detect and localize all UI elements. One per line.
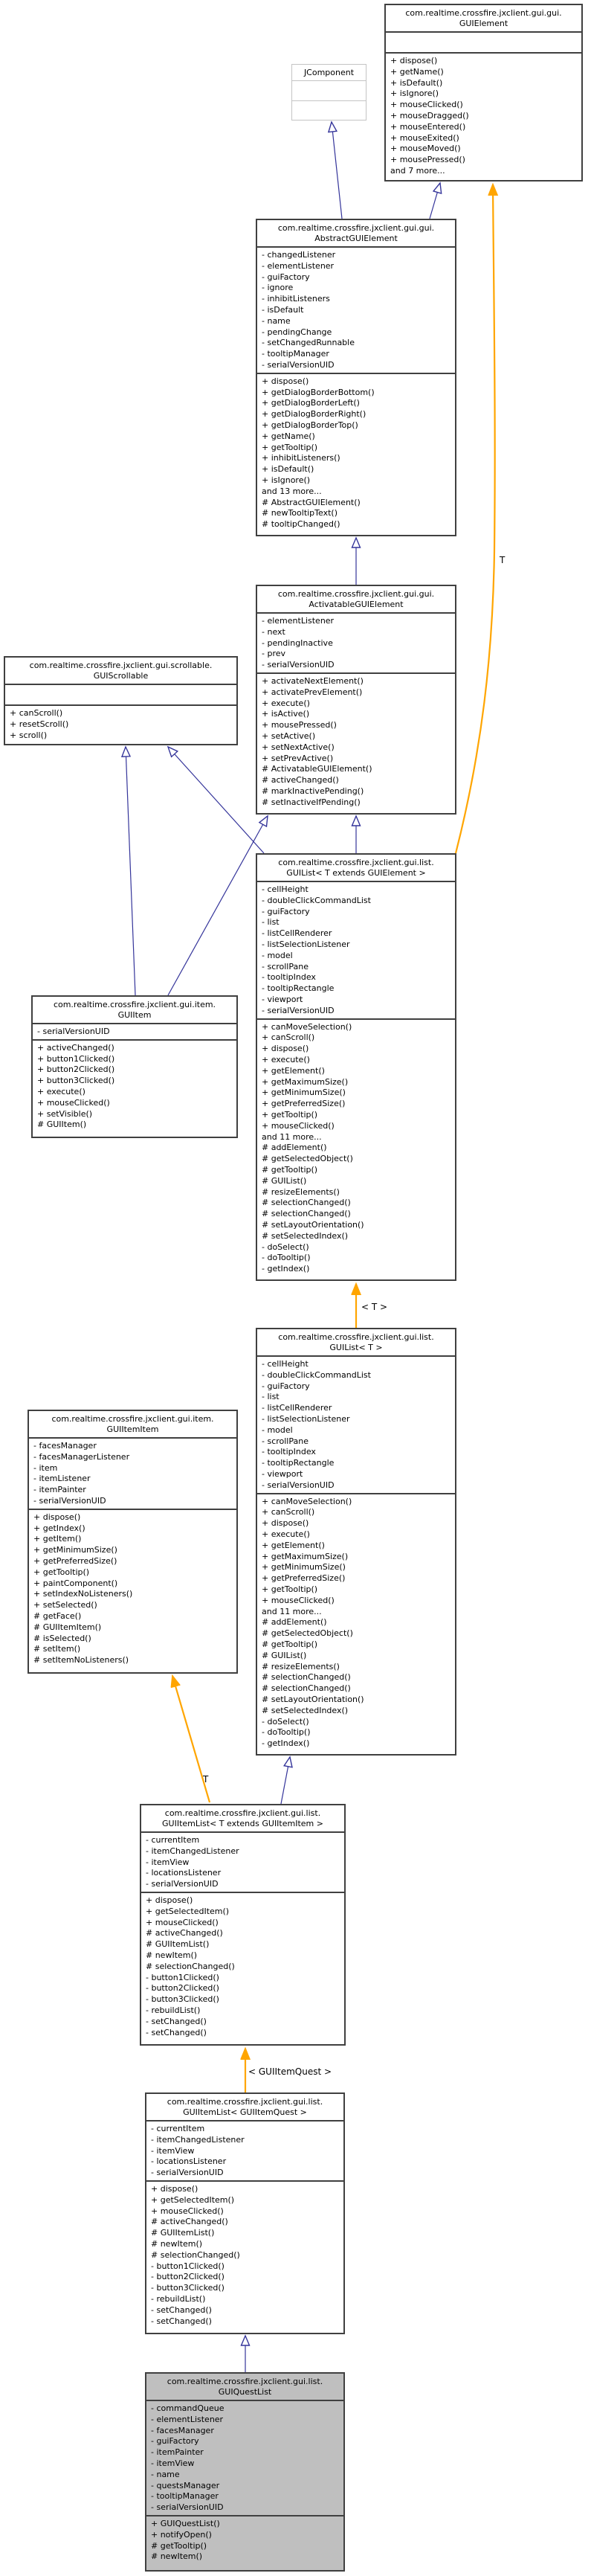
guilist-t-instance-label: < T > bbox=[361, 1302, 388, 1312]
attribute-row: - doubleClickCommandList bbox=[262, 895, 371, 905]
class-box-guiscrollable[interactable] bbox=[4, 656, 238, 745]
attribute-row: - isDefault bbox=[262, 304, 304, 315]
method-row: - getIndex() bbox=[262, 1264, 310, 1274]
method-row: + getDialogBorderBottom() bbox=[262, 387, 375, 397]
method-row: # markInactivePending() bbox=[262, 786, 364, 796]
method-row: + getElement() bbox=[262, 1065, 325, 1076]
method-row: - button1Clicked() bbox=[146, 1972, 219, 1982]
methods-compartment bbox=[386, 52, 581, 180]
class-title-line: com.realtime.crossfire.jxclient.gui.scrollable. bbox=[29, 661, 213, 670]
attribute-row: - itemListener bbox=[33, 1474, 91, 1484]
class-title-line: ActivatableGUIElement bbox=[309, 600, 404, 609]
class-box-guilist-t-extends-guielement[interactable] bbox=[256, 853, 456, 1281]
attribute-row: - itemPainter bbox=[33, 1485, 86, 1495]
attribute-row: - doubleClickCommandList bbox=[262, 1369, 371, 1380]
class-title-guiscrollable bbox=[5, 658, 236, 684]
guiitemlist-quest-instance-label: < GUIItemQuest > bbox=[248, 2066, 332, 2077]
class-title-line: com.realtime.crossfire.jxclient.gui.list. bbox=[164, 1808, 321, 1818]
method-row: + getName() bbox=[262, 431, 315, 441]
attribute-row: - currentItem bbox=[146, 1835, 200, 1845]
attributes-compartment bbox=[386, 31, 581, 52]
method-row: + dispose() bbox=[390, 56, 438, 65]
method-row: + isDefault() bbox=[390, 77, 443, 88]
attribute-row: - cellHeight bbox=[262, 1359, 309, 1369]
attribute-row: - item bbox=[33, 1462, 58, 1473]
method-row: + getSelectedItem() bbox=[146, 1906, 230, 1916]
attribute-row: - guiFactory bbox=[262, 272, 310, 282]
attribute-row: - tooltipIndex bbox=[262, 972, 316, 983]
method-row: + resetScroll() bbox=[10, 719, 69, 729]
class-title-line: GUIItemList< GUIItemQuest > bbox=[183, 2107, 307, 2117]
method-row: + getTooltip() bbox=[33, 1567, 90, 1577]
method-row: # setInactiveIfPending() bbox=[262, 797, 361, 807]
method-row: + getMaximumSize() bbox=[262, 1076, 349, 1087]
class-title-line: GUIItemItem bbox=[106, 1424, 159, 1434]
method-row: - button2Clicked() bbox=[146, 1983, 219, 1994]
method-row: # selectionChanged() bbox=[262, 1672, 351, 1683]
attribute-row: - changedListener bbox=[262, 250, 336, 260]
method-row: + mouseClicked() bbox=[37, 1097, 110, 1108]
method-row: + isDefault() bbox=[262, 464, 314, 475]
method-row: + getSelectedItem() bbox=[151, 2194, 235, 2205]
method-row: + getTooltip() bbox=[262, 442, 318, 452]
method-row: + execute() bbox=[37, 1086, 85, 1096]
guilist-template-to-guielement-label: T bbox=[500, 555, 506, 565]
method-row: + getMaximumSize() bbox=[262, 1551, 349, 1561]
attribute-row: - setChangedRunnable bbox=[262, 338, 355, 348]
method-row: + paintComponent() bbox=[33, 1578, 118, 1588]
class-title-guilist-t bbox=[257, 1329, 455, 1355]
attribute-row: - serialVersionUID bbox=[151, 2168, 224, 2178]
method-row: + mouseClicked() bbox=[146, 1917, 219, 1927]
class-title-activatableguielement bbox=[257, 586, 455, 612]
method-row: + canScroll() bbox=[262, 1032, 315, 1043]
class-title-line: GUIElement bbox=[459, 19, 508, 28]
method-row: + getTooltip() bbox=[262, 1109, 318, 1120]
attribute-row: - itemChangedListener bbox=[146, 1846, 239, 1856]
class-title-guiquestlist bbox=[146, 2374, 343, 2400]
method-row: # setSelectedIndex() bbox=[262, 1705, 349, 1715]
attribute-row: - tooltipRectangle bbox=[262, 1458, 335, 1468]
method-row: + button3Clicked() bbox=[37, 1076, 115, 1086]
method-row: + setSelected() bbox=[33, 1600, 97, 1610]
attribute-row: - locationsListener bbox=[151, 2156, 227, 2167]
method-row: # setSelectedIndex() bbox=[262, 1230, 349, 1241]
method-row: # tooltipChanged() bbox=[262, 519, 340, 530]
guiitem-to-activatable-edge bbox=[168, 816, 268, 995]
method-row: # getTooltip() bbox=[262, 1639, 318, 1649]
methods-compartment bbox=[146, 2515, 343, 2570]
method-row: + mouseDragged() bbox=[390, 110, 469, 121]
class-title-guiitemitem bbox=[29, 1411, 236, 1437]
class-box-guielement[interactable] bbox=[384, 4, 583, 182]
attribute-row: - itemPainter bbox=[151, 2447, 204, 2458]
attribute-row: - listCellRenderer bbox=[262, 928, 332, 939]
method-row: # GUIItemList() bbox=[146, 1939, 210, 1950]
class-title-line: GUIList< T extends GUIElement > bbox=[286, 868, 426, 878]
method-row: # getSelectedObject() bbox=[262, 1154, 353, 1164]
attribute-row: - serialVersionUID bbox=[33, 1495, 106, 1506]
attribute-row: - locationsListener bbox=[146, 1868, 222, 1878]
attribute-row: - guiFactory bbox=[262, 1381, 310, 1391]
method-row: + dispose() bbox=[262, 1518, 309, 1529]
class-title-line: com.realtime.crossfire.jxclient.gui.gui. bbox=[405, 8, 562, 18]
method-row: + setPrevActive() bbox=[262, 753, 334, 763]
methods-compartment bbox=[257, 1493, 455, 1754]
method-row: # addElement() bbox=[262, 1617, 327, 1628]
method-row: - setChanged() bbox=[151, 2316, 212, 2326]
class-title-guiitemlist-t-extends-guiitemitem bbox=[141, 1805, 344, 1831]
attribute-row: - facesManager bbox=[33, 1441, 97, 1451]
method-row: and 13 more... bbox=[262, 486, 322, 496]
method-row: # setItemNoListeners() bbox=[33, 1655, 129, 1666]
methods-compartment bbox=[33, 1039, 236, 1137]
method-row: + dispose() bbox=[262, 376, 309, 386]
method-row: # AbstractGUIElement() bbox=[262, 497, 361, 507]
method-row: + getName() bbox=[390, 66, 444, 77]
attribute-row: - name bbox=[262, 315, 291, 326]
class-box-guiitemlist-t-extends-guiitemitem[interactable] bbox=[140, 1804, 346, 2046]
method-row: + execute() bbox=[262, 698, 310, 708]
attributes-compartment bbox=[141, 1831, 344, 1892]
attribute-row: - list bbox=[262, 917, 280, 928]
method-row: + getElement() bbox=[262, 1540, 325, 1550]
method-row: + getPreferredSize() bbox=[33, 1555, 117, 1566]
method-row: - button3Clicked() bbox=[151, 2283, 225, 2293]
method-row: - doSelect() bbox=[262, 1242, 309, 1252]
method-row: + activateNextElement() bbox=[262, 675, 364, 686]
method-row: - setChanged() bbox=[151, 2304, 212, 2315]
attribute-row: - tooltipRectangle bbox=[262, 983, 335, 994]
method-row: + setVisible() bbox=[37, 1108, 93, 1119]
method-row: + getPreferredSize() bbox=[262, 1099, 346, 1109]
method-row: - rebuildList() bbox=[151, 2293, 206, 2304]
method-row: - setChanged() bbox=[146, 2016, 207, 2026]
method-row: # selectionChanged() bbox=[262, 1198, 351, 1208]
class-box-jcomponent[interactable] bbox=[291, 64, 366, 121]
attribute-row: - list bbox=[262, 1392, 280, 1402]
method-row: + getDialogBorderLeft() bbox=[262, 398, 360, 408]
method-row: and 11 more... bbox=[262, 1131, 322, 1142]
class-box-abstractguielement[interactable] bbox=[256, 219, 456, 536]
methods-compartment bbox=[146, 2180, 343, 2333]
method-row: # getTooltip() bbox=[151, 2540, 207, 2551]
attribute-row: - model bbox=[262, 950, 293, 960]
attribute-row: - facesManagerListener bbox=[33, 1451, 130, 1462]
method-row: # selectionChanged() bbox=[146, 1961, 235, 1971]
class-box-guiitem[interactable] bbox=[31, 995, 238, 1138]
method-row: # GUIItem() bbox=[37, 1120, 87, 1130]
method-row: + getDialogBorderTop() bbox=[262, 420, 358, 430]
guiitemlist-to-guilist-t-edge bbox=[281, 1757, 290, 1804]
attribute-row: - tooltipManager bbox=[151, 2491, 219, 2502]
class-title-line: GUIItemList< T extends GUIItemItem > bbox=[162, 1819, 323, 1828]
attribute-row: - scrollPane bbox=[262, 961, 309, 971]
method-row: - button3Clicked() bbox=[146, 1994, 219, 2005]
class-title-line: GUIScrollable bbox=[93, 671, 149, 681]
attribute-row: - elementListener bbox=[262, 616, 335, 626]
class-title-guiitemlist-guiitemquest bbox=[146, 2094, 343, 2120]
class-title-line: com.realtime.crossfire.jxclient.gui.list. bbox=[278, 858, 434, 867]
method-row: - rebuildList() bbox=[146, 2005, 201, 2015]
attribute-row: - elementListener bbox=[262, 260, 335, 271]
attributes-compartment bbox=[146, 2400, 343, 2515]
attribute-row: - listSelectionListener bbox=[262, 939, 350, 949]
method-row: + execute() bbox=[262, 1054, 310, 1064]
method-row: # ActivatableGUIElement() bbox=[262, 764, 372, 774]
method-row: - doSelect() bbox=[262, 1716, 309, 1727]
methods-compartment bbox=[5, 704, 236, 744]
method-row: + dispose() bbox=[33, 1512, 81, 1522]
method-row: + notifyOpen() bbox=[151, 2529, 212, 2540]
method-row: + mouseEntered() bbox=[390, 121, 466, 132]
method-row: + getMinimumSize() bbox=[33, 1545, 117, 1555]
guiitem-to-guiscrollable-edge bbox=[126, 747, 135, 995]
attribute-row: - scrollPane bbox=[262, 1436, 309, 1446]
method-row: and 11 more... bbox=[262, 1606, 322, 1616]
method-row: - button1Clicked() bbox=[151, 2261, 225, 2271]
class-title-line: JComponent bbox=[303, 68, 355, 77]
attribute-row: - guiFactory bbox=[151, 2436, 199, 2447]
attribute-row: - itemView bbox=[146, 1857, 190, 1867]
method-row: # GUIItemItem() bbox=[33, 1622, 102, 1632]
class-title-line: com.realtime.crossfire.jxclient.gui.list. bbox=[278, 1332, 434, 1342]
attribute-row: - commandQueue bbox=[151, 2403, 225, 2413]
attributes-compartment bbox=[257, 1355, 455, 1493]
method-row: + mouseClicked() bbox=[151, 2206, 224, 2216]
attributes-compartment bbox=[257, 246, 455, 373]
attribute-row: - elementListener bbox=[151, 2414, 224, 2424]
method-row: # activeChanged() bbox=[146, 1928, 223, 1939]
attributes-compartment bbox=[29, 1437, 236, 1509]
method-row: + button1Clicked() bbox=[37, 1053, 115, 1064]
method-row: + canMoveSelection() bbox=[262, 1021, 352, 1032]
attribute-row: - itemView bbox=[151, 2458, 195, 2468]
method-row: # setItem() bbox=[33, 1644, 81, 1654]
method-row: + setActive() bbox=[262, 730, 316, 741]
method-row: + setIndexNoListeners() bbox=[33, 1589, 133, 1599]
empty-compartment bbox=[292, 80, 366, 100]
attribute-row: - listCellRenderer bbox=[262, 1403, 332, 1413]
class-title-line: GUIList< T > bbox=[329, 1343, 383, 1352]
attribute-row: - pendingChange bbox=[262, 327, 332, 337]
class-title-guilist-t-extends-guielement bbox=[257, 855, 455, 881]
method-row: + mouseExited() bbox=[390, 132, 459, 143]
attribute-row: - serialVersionUID bbox=[151, 2502, 224, 2513]
method-row: + getItem() bbox=[33, 1534, 82, 1544]
class-box-guiitemitem[interactable] bbox=[28, 1410, 238, 1674]
method-row: + getMinimumSize() bbox=[262, 1088, 346, 1098]
attribute-row: - guiFactory bbox=[262, 906, 310, 916]
method-row: # activeChanged() bbox=[151, 2217, 228, 2227]
class-title-line: GUIQuestList bbox=[218, 2387, 272, 2397]
attribute-row: - name bbox=[151, 2469, 180, 2479]
attributes-compartment bbox=[257, 881, 455, 1018]
class-title-line: GUIItem bbox=[117, 1010, 152, 1020]
attribute-row: - model bbox=[262, 1424, 293, 1435]
method-row: # activeChanged() bbox=[262, 775, 339, 786]
attribute-row: - itemView bbox=[151, 2145, 195, 2156]
method-row: + scroll() bbox=[10, 730, 48, 740]
attribute-row: - serialVersionUID bbox=[37, 1027, 110, 1036]
method-row: # GUIItemList() bbox=[151, 2228, 215, 2238]
method-row: - setChanged() bbox=[146, 2027, 207, 2037]
method-row: + mouseClicked() bbox=[262, 1120, 335, 1131]
method-row: # newTooltipText() bbox=[262, 508, 338, 518]
abstract-to-jcomponent-edge bbox=[332, 122, 342, 219]
method-row: # resizeElements() bbox=[262, 1186, 340, 1197]
class-title-line: com.realtime.crossfire.jxclient.gui.item. bbox=[53, 1000, 216, 1009]
method-row: # resizeElements() bbox=[262, 1661, 340, 1671]
method-row: # newItem() bbox=[146, 1950, 198, 1960]
method-row: + button2Clicked() bbox=[37, 1064, 115, 1075]
attribute-row: - serialVersionUID bbox=[262, 359, 335, 370]
attribute-row: - itemChangedListener bbox=[151, 2134, 245, 2145]
class-title-abstractguielement bbox=[257, 220, 455, 246]
method-row: + isIgnore() bbox=[390, 89, 439, 99]
attribute-row: - inhibitListeners bbox=[262, 294, 330, 304]
attribute-row: - listSelectionListener bbox=[262, 1413, 350, 1424]
attribute-row: - tooltipIndex bbox=[262, 1447, 316, 1457]
method-row: # selectionChanged() bbox=[262, 1209, 351, 1219]
methods-compartment bbox=[29, 1509, 236, 1672]
method-row: - doTooltip() bbox=[262, 1727, 311, 1738]
method-row: + getDialogBorderRight() bbox=[262, 409, 366, 420]
method-row: + mouseMoved() bbox=[390, 144, 461, 154]
attribute-row: - viewport bbox=[262, 1468, 303, 1479]
methods-compartment bbox=[141, 1892, 344, 2044]
guilist-to-guiscrollable-edge bbox=[168, 747, 264, 853]
abstract-to-guielement-edge bbox=[430, 183, 440, 219]
attributes-compartment bbox=[146, 2120, 343, 2180]
attribute-row: - tooltipManager bbox=[262, 349, 329, 359]
guiitemlist-template-to-guiitemitem-label: T bbox=[203, 1774, 209, 1785]
method-row: + dispose() bbox=[151, 2183, 198, 2194]
attribute-row: - viewport bbox=[262, 994, 303, 1004]
method-row: + mouseClicked() bbox=[262, 1595, 335, 1605]
method-row: + canMoveSelection() bbox=[262, 1496, 352, 1506]
method-row: + getPreferredSize() bbox=[262, 1573, 346, 1584]
method-row: + mousePressed() bbox=[262, 720, 337, 730]
attributes-compartment bbox=[5, 684, 236, 704]
attribute-row: - serialVersionUID bbox=[262, 1005, 335, 1015]
method-row: + isIgnore() bbox=[262, 475, 311, 485]
method-row: - button2Clicked() bbox=[151, 2272, 225, 2282]
method-row: + GUIQuestList() bbox=[151, 2518, 220, 2528]
method-row: + execute() bbox=[262, 1529, 310, 1539]
attributes-compartment bbox=[33, 1023, 236, 1039]
class-title-line: com.realtime.crossfire.jxclient.gui.list. bbox=[167, 2377, 323, 2386]
method-row: + mousePressed() bbox=[390, 155, 465, 165]
class-title-jcomponent bbox=[292, 65, 366, 80]
methods-compartment bbox=[257, 672, 455, 813]
class-box-activatableguielement[interactable] bbox=[256, 585, 456, 815]
attribute-row: - pendingInactive bbox=[262, 637, 333, 648]
method-row: + isActive() bbox=[262, 709, 310, 719]
method-row: + dispose() bbox=[262, 1044, 309, 1054]
class-title-line: com.realtime.crossfire.jxclient.gui.list. bbox=[167, 2097, 323, 2107]
method-row: + canScroll() bbox=[10, 708, 63, 718]
class-title-line: com.realtime.crossfire.jxclient.gui.gui. bbox=[277, 589, 435, 599]
method-row: # setLayoutOrientation() bbox=[262, 1219, 364, 1230]
class-title-line: com.realtime.crossfire.jxclient.gui.gui. bbox=[277, 223, 435, 233]
methods-compartment bbox=[257, 373, 455, 535]
method-row: + mouseClicked() bbox=[390, 100, 463, 110]
methods-compartment bbox=[257, 1018, 455, 1279]
method-row: # selectionChanged() bbox=[262, 1683, 351, 1694]
class-title-line: AbstractGUIElement bbox=[314, 234, 398, 243]
attribute-row: - ignore bbox=[262, 283, 294, 293]
method-row: + canScroll() bbox=[262, 1507, 315, 1517]
attribute-row: - questsManager bbox=[151, 2480, 220, 2490]
method-row: + dispose() bbox=[146, 1895, 193, 1905]
method-row: # isSelected() bbox=[33, 1633, 91, 1643]
method-row: - doTooltip() bbox=[262, 1253, 311, 1263]
method-row: # setLayoutOrientation() bbox=[262, 1694, 364, 1704]
attributes-compartment bbox=[257, 612, 455, 672]
attribute-row: - cellHeight bbox=[262, 884, 309, 894]
method-row: - getIndex() bbox=[262, 1738, 310, 1749]
attribute-row: - next bbox=[262, 626, 285, 637]
method-row: + activatePrevElement() bbox=[262, 687, 363, 697]
class-box-guiitemlist-guiitemquest[interactable] bbox=[145, 2092, 345, 2334]
class-title-line: com.realtime.crossfire.jxclient.gui.item. bbox=[51, 1414, 214, 1424]
class-title-guiitem bbox=[33, 997, 236, 1023]
attribute-row: - serialVersionUID bbox=[262, 660, 335, 670]
attribute-row: - facesManager bbox=[151, 2425, 214, 2435]
guilist-template-to-guielement-edge bbox=[456, 184, 495, 853]
method-row: + activeChanged() bbox=[37, 1042, 114, 1053]
method-row: and 7 more... bbox=[390, 165, 445, 176]
attribute-row: - serialVersionUID bbox=[262, 1480, 335, 1490]
class-title-guielement bbox=[386, 5, 581, 31]
method-row: # newItem() bbox=[151, 2238, 203, 2249]
method-row: # getSelectedObject() bbox=[262, 1628, 353, 1639]
method-row: + setNextActive() bbox=[262, 742, 335, 752]
class-box-guilist-t[interactable] bbox=[256, 1328, 456, 1756]
empty-compartment bbox=[292, 100, 366, 121]
attribute-row: - prev bbox=[262, 649, 286, 659]
method-row: # GUIList() bbox=[262, 1175, 307, 1186]
class-box-guiquestlist[interactable] bbox=[145, 2372, 345, 2572]
method-row: + getIndex() bbox=[33, 1523, 85, 1533]
method-row: + getMinimumSize() bbox=[262, 1562, 346, 1573]
method-row: + inhibitListeners() bbox=[262, 453, 340, 463]
method-row: + getTooltip() bbox=[262, 1584, 318, 1594]
attribute-row: - serialVersionUID bbox=[146, 1879, 219, 1889]
method-row: # addElement() bbox=[262, 1143, 327, 1153]
method-row: # newItem() bbox=[151, 2551, 203, 2562]
method-row: # getTooltip() bbox=[262, 1164, 318, 1175]
method-row: # getFace() bbox=[33, 1610, 82, 1621]
method-row: # GUIList() bbox=[262, 1650, 307, 1660]
method-row: # selectionChanged() bbox=[151, 2249, 240, 2260]
attribute-row: - currentItem bbox=[151, 2124, 205, 2133]
